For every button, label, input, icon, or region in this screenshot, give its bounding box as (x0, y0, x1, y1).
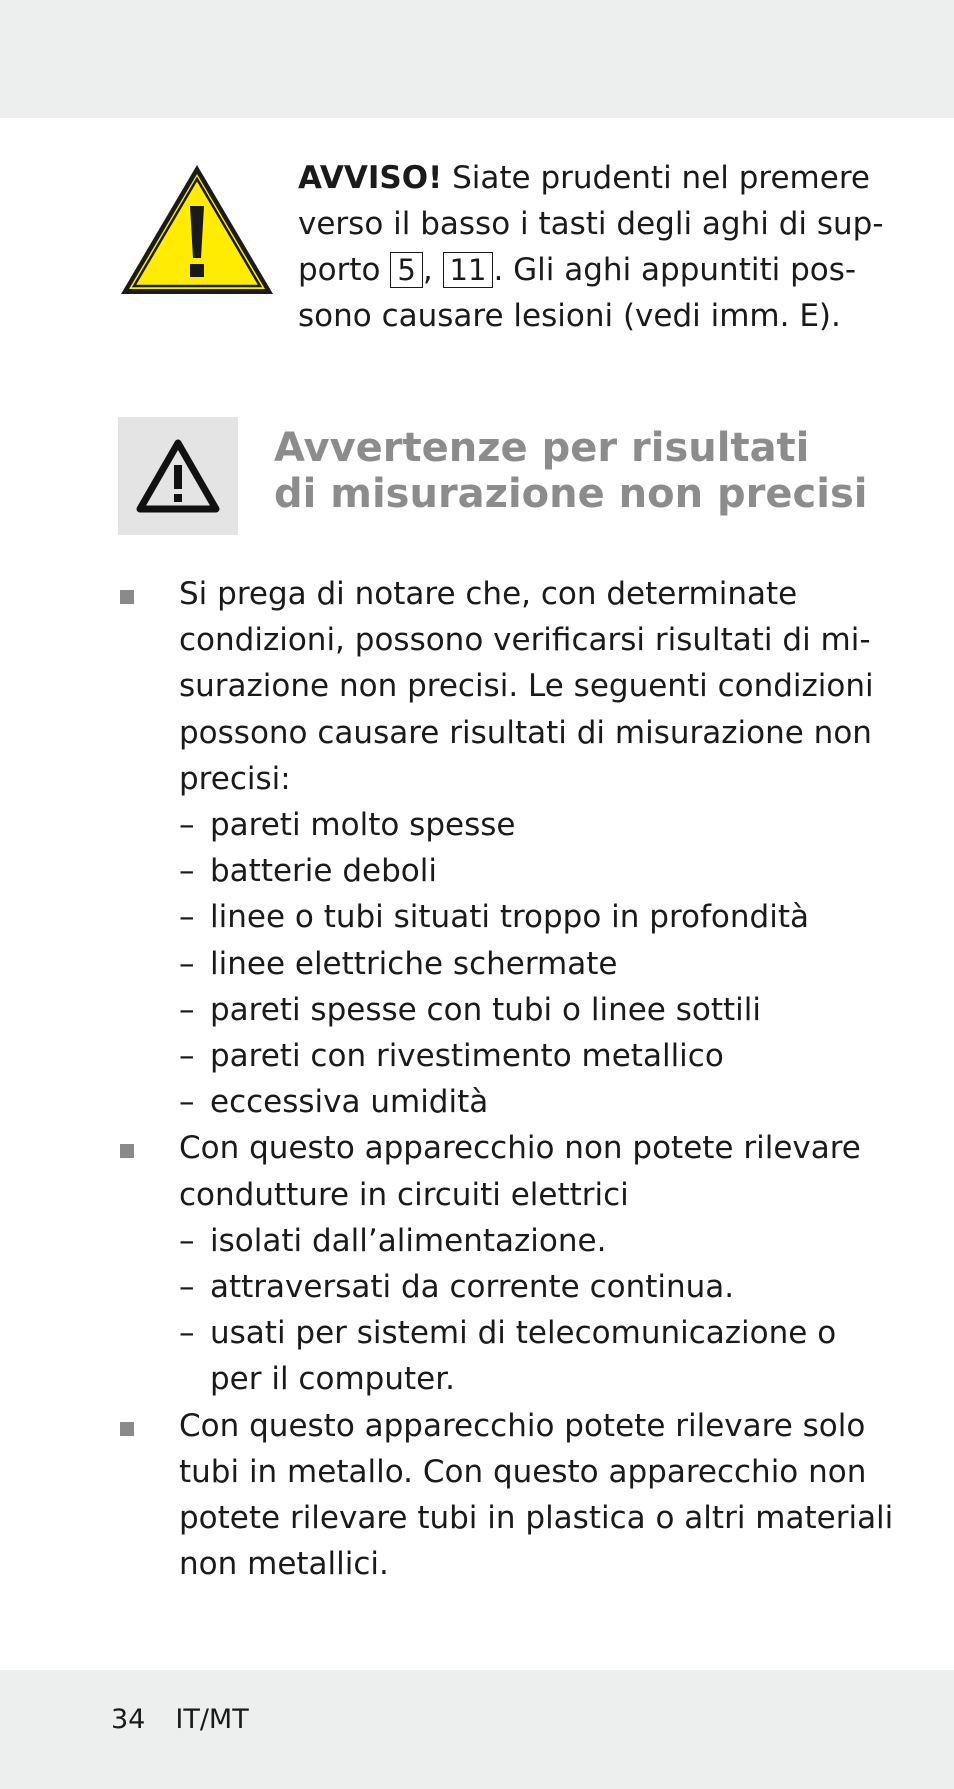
list-item-text: tubi in metallo. Con questo apparecchio non (179, 1453, 867, 1490)
dash-marker: – (179, 853, 195, 890)
sub-list-item-text: usati per sistemi di telecomunicazione o (210, 1315, 837, 1352)
notice-lead: AVVISO! (298, 160, 443, 196)
sub-list-item (179, 1310, 918, 1356)
page-number: 34 (111, 1704, 146, 1735)
dash-marker: – (179, 899, 195, 936)
dash-marker: – (179, 807, 195, 844)
dash-marker: – (179, 1269, 195, 1306)
notice-line2: verso il basso i tasti degli aghi di sup- (298, 206, 884, 242)
list-item-text: precisi: (179, 760, 291, 797)
sub-list-item-text: per il computer. (210, 1361, 455, 1398)
sub-list-item-text: linee elettriche schermate (210, 945, 618, 982)
sub-list-item (179, 1218, 918, 1264)
sub-list-item-text: isolati dall’alimentazione. (210, 1222, 607, 1259)
warning-triangle-icon (118, 162, 276, 298)
bullet-list (118, 571, 918, 1587)
list-item-text: condutture in circuiti elettrici (179, 1176, 629, 1213)
dash-marker: – (179, 991, 195, 1028)
sub-list-item-text: attraversati da corrente continua. (210, 1269, 735, 1306)
notice-line1: Siate prudenti nel premere (442, 160, 870, 196)
list-item-text: Si prega di notare che, con determinate (179, 576, 798, 612)
page-footer (111, 1700, 249, 1740)
dash-marker: – (179, 1084, 195, 1121)
heading-line-1: Avvertenze per risultati (274, 425, 810, 471)
language-code: IT/MT (175, 1704, 249, 1735)
sub-list-item (179, 1079, 918, 1125)
list-item-text: surazione non precisi. Le seguenti condizioni (179, 668, 874, 705)
list-item-text: possono causare risultati di misurazione non (179, 714, 872, 751)
notice-line4: sono causare lesioni (vedi imm. E). (298, 298, 841, 334)
list-item-text: non metallici. (179, 1546, 389, 1583)
dash-marker: – (179, 1315, 195, 1352)
sub-list-item-text: pareti con rivestimento metallico (210, 1038, 724, 1075)
notice-separator: , (422, 252, 443, 288)
list-item-text: potete rilevare tubi in plastica o altri materiali (179, 1500, 894, 1537)
sub-list-item-text: eccessiva umidità (210, 1084, 489, 1121)
sub-list-item (179, 1033, 918, 1079)
sub-list-item (179, 802, 918, 848)
list-item (118, 571, 918, 1125)
sub-list-item-text: linee o tubi situati troppo in profondità (210, 899, 809, 936)
list-item-text: condizioni, possono verificarsi risultati di mi- (179, 622, 871, 659)
sub-list-item (179, 1264, 918, 1310)
list-item (118, 1403, 918, 1588)
heading-line-2: di misurazione non precisi (274, 471, 868, 517)
list-item-text: Con questo apparecchio potete rilevare solo (179, 1407, 866, 1444)
list-item-text: Con questo apparecchio non potete rilevare (179, 1130, 861, 1167)
square-bullet-icon (120, 1422, 134, 1436)
sub-list-item (179, 894, 918, 940)
notice-line3-end: . Gli aghi appuntiti pos- (493, 252, 857, 288)
dash-marker: – (179, 945, 195, 982)
sub-list-item (179, 941, 918, 987)
part-reference-5: 5 (390, 252, 422, 288)
top-band (0, 0, 954, 118)
square-bullet-icon (120, 590, 134, 604)
part-reference-11: 11 (443, 252, 494, 288)
warning-triangle-outline-icon (118, 417, 238, 535)
sub-list-item (179, 987, 918, 1033)
dash-marker: – (179, 1038, 195, 1075)
sub-list-item-text: batterie deboli (210, 853, 437, 890)
sub-list-item (179, 848, 918, 894)
sub-list-item (179, 1356, 918, 1402)
notice-line3-start: porto (298, 252, 391, 288)
list-item (118, 1125, 918, 1402)
dash-marker: – (179, 1222, 195, 1259)
square-bullet-icon (120, 1144, 134, 1158)
warning-notice-text (298, 155, 884, 339)
sub-list-item-text: pareti molto spesse (210, 807, 516, 844)
sub-list-item-text: pareti spesse con tubi o linee sottili (210, 991, 761, 1028)
section-heading (274, 425, 867, 517)
